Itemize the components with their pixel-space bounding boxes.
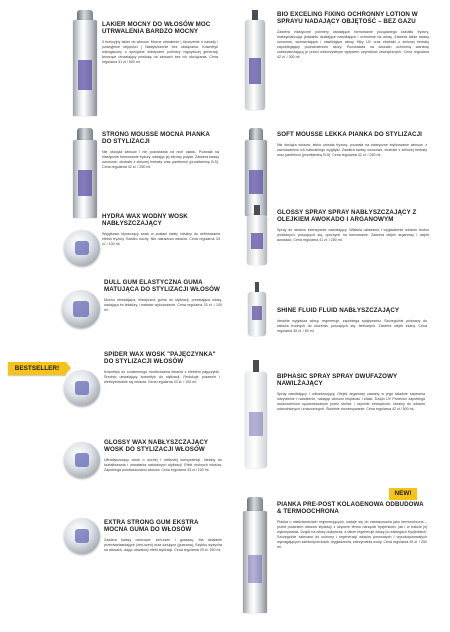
product-title: GLOSSY SPRAY SPRAY NABŁYSZCZAJĄCY Z OLEJKIEM AWOKADO I ARGANOWYM <box>277 209 417 223</box>
product-entry-pianka-pre-post <box>277 502 427 550</box>
product-entry-soft-mousse <box>277 132 427 158</box>
product-image-soft-mousse <box>245 128 267 216</box>
product-image-hydra-wax <box>64 230 100 266</box>
product-title: EXTRA STRONG GUM EKSTRA MOCNA GUMA DO WŁOSÓW <box>104 519 199 533</box>
product-title: LAKIER MOCNY DO WŁOSÓW MOC UTRWALENIA BARDZO MOCNY <box>102 21 211 35</box>
product-description: Nie obciąża włosów i nie pozostawia na nich osadu. Pozwala na elastyczne formowanie fryzury, nadając jej zdrowy połysk. Zawiera kwasy owocowe, ekstrakt z zielonej herbaty oraz panthenol (prowitaminę B-5). Cena regularna 42 zł. / 250 ml. <box>102 149 219 169</box>
product-entry-strong-mousse <box>102 132 219 170</box>
product-title: STRONG MOUSSE MOCNA PIANKA DO STYLIZACJI <box>102 131 210 145</box>
product-entry-glossy-spray <box>277 210 429 243</box>
product-image-glossy-spray <box>247 205 267 265</box>
bestseller-badge: BESTSELLER! <box>8 362 66 375</box>
product-image-strong-mousse <box>73 128 97 218</box>
product-description: Nie obciąża włosów, lekko utrwala fryzurę, pozwala na elastyczne stylizowanie włosów, z zachowaniem ich naturalnego wyglądu. Zawiera kwasy owocowe, ekstrakt z zielonej herbaty oraz panthenol (prowitaminę B-5). Cena regularna 42 zł. / 250 ml. <box>277 142 427 157</box>
product-image-pianka-pre-post <box>243 497 267 613</box>
product-description: Idealnie wygładza włosy, regeneruje, zapobiega splątywaniu. Szczególnie polecany do włosów trudnych do ułożenia, puszących się, farbowych. Zawiera olejek lniany. Cena regularna 35 zł. / 80 ml. <box>277 318 427 333</box>
product-description: Zawiera kwasy owocowe, żeń-szeń i guaranę. Ma działanie przeciwwłasniające (żeń-szeń) oraz tonujące (guarana). Szybko wysycha na włosach, dając utrwalony efekt stylizacji. Cena regularna 29 zł. 250 ml. <box>104 537 222 552</box>
product-entry-bio-exceling <box>277 12 429 60</box>
product-image-biphasic-spray <box>245 360 267 468</box>
product-image-glossy-wax <box>64 442 100 478</box>
new-badge: NEW! <box>389 488 417 500</box>
product-entry-spider-wax <box>104 352 220 385</box>
product-description: Kosmetyk do codziennego modelowania włosów z efektem pajęczynki. Średnio utrwalający kosmetyk do stylizacji. Redukuje puszenie i elektryzowanie się włosów. Cena regularna 33 zł. / 100 ml. <box>104 369 220 384</box>
product-title: DULL GUM ELASTYCZNA GUMA MATUJĄCA DO STYLIZACJI WŁOSÓW <box>104 279 220 293</box>
product-image-bio-exceling <box>245 10 265 110</box>
product-description: Spray nawilżający i odbudowujący. Olejek arganowy zawarty w jego składzie zapewnia odżywienie i nawilżenie, nadając włosom miękkość i blask. Dzięki UV Protector zapobiega uszkodzeniom spowodowanym przez słońce i czynniki zewnętrzne. Idealny do włosów odwodnionych i zniszczonych. Świetnie rozczesywanie. Cena regularna 42 zł / 500 ml. <box>277 391 425 411</box>
product-entry-hydra-wax <box>102 214 220 247</box>
product-image-shine-fluid <box>248 282 266 336</box>
product-title: BIPHASIC SPRAY SPRAY DWUFAZOWY NAWILŻAJĄCY <box>277 373 398 387</box>
product-image-hairspray <box>73 10 97 116</box>
product-image-dull-gum <box>62 290 100 328</box>
product-title: SPIDER WAX WOSK "PAJĘCZYNKA" DO STYLIZACJI WŁOSÓW <box>104 351 216 365</box>
product-entry-extra-strong-gum <box>104 520 222 553</box>
product-title: SHINE FLUID FLUID NABŁYSZCZAJĄCY <box>277 307 400 314</box>
product-title: SOFT MOUSSE LEKKA PIANKA DO STYLIZACJI <box>277 131 422 138</box>
product-entry-glossy-wax <box>104 440 222 473</box>
product-entry-biphasic-spray <box>277 374 425 412</box>
product-description: Mocno utrwalająca, elastyczna guma do stylizacji, przestająca włosy, nadająca im tekstury i matowe wykończenie. Cena regularna 33 zł. / 100 ml. <box>104 297 222 312</box>
product-entry-hairspray <box>102 22 218 65</box>
product-title: GLOSSY WAX NABŁYSZCZAJĄCY WOSK DO STYLIZACJI WŁOSÓW <box>104 439 209 453</box>
product-image-extra-strong-gum <box>64 518 100 554</box>
product-title: PIANKA PRE-POST KOLAGENOWA ODBUDOWA & TERMOOCHRONA <box>277 501 424 515</box>
product-description: Wyjątkowo błyszczący wosk w postaci stałej. Idealny do definiowania efektu fryzury. Bardzo suchy. Nie nałuszcza włosów. Cena regularna 33 zł. / 100 ml. <box>102 231 220 246</box>
product-description: Ultrabłyszczący wosk o suchej i nietłustej konsystencji. Idealny do kształtowania i utrwalania naturalnych stylizacji. Efekt mokrych włosów. Zapobiega przetłuszczaniu włosów. Cena regularna 33 zł / 100 ml. <box>104 457 222 472</box>
product-entry-shine-fluid <box>277 308 427 334</box>
product-description: Zawiera elastyczne polimery utwalające formowanie pożądanego kształtu fryzury, maksymalizując jedwabiu działające nawilżające i ochronnie na włosy. Zawiera także kwasy owocowe, wzmacniające i nawilżające włosy, filtry UV oraz ekstrakt z zielonej herbaty zapobiegający podrażnieniom skóry. Pozostawia na włosach ochronną warstwę zabezpieczającą je przed niekorzystnym wpływem czynników zewnętrznych. Cena regularna 42 zł. / 300 ml. <box>277 29 429 60</box>
product-entry-dull-gum <box>104 280 222 313</box>
product-description: Pianka o właściwościach regenerujących, nadaje się do zastosowania jako termoochrona – przed podaniem włosów stylizacji z użyciem termo narzędzi fryzjerskich, jak i w trakcie jej wykonywania. Dzięki na włosy odżywcza, a także regeneruje włosy po zabiegach fryzjerskich. Szczególnie zalecana do ochrony i regeneracji włosów porowatych i wysokoporowatych wymagających zamknięcia łusek, wygładzenia, zatrzymania wody. Cena regularna 49 zł. / 250 ml. <box>277 519 427 550</box>
product-title: HYDRA WAX WODNY WOSK NABŁYSZCZAJĄCY <box>102 213 188 227</box>
product-description: 3 funkcyjny lakier do włosów. Mocne utrwalenie | Unoszenie u nasady i podwyjenie objętości | Nabłyszczenie bez obciążania. Kosmetyk wzbogacony o specjalne elastyczne polimery najwyższej generacji tworzące utrwalający powłokę na włosach bez ich obciążania. Cena regularna 31 zł / 500 ml. <box>102 39 218 64</box>
product-description: Spray do włosów intensywnie nawilżający. Włatwia układanie i wygładzenie włosów trudno poddanych, puszących się, opornych na formowanie. Zawiera olejek arganowy i olejek awokado. Cena regularna 41 zł. / 250 ml. <box>277 227 429 242</box>
product-image-spider-wax <box>64 370 100 406</box>
product-title: BIO EXCELING FIXING OCHRONNY LOTION W SPRAYU NADAJĄCY OBJĘTOŚĆ – BEZ GAZU <box>277 11 418 25</box>
